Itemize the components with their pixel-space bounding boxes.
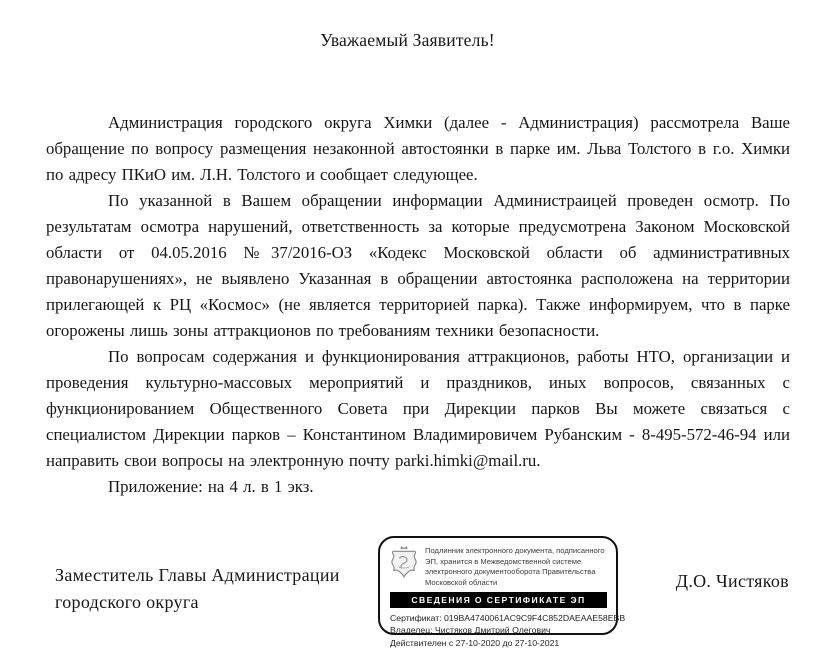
paragraph-inspection-results: По указанной в Вашем обращении информации Администраицей проведен осмотр. По результатам осмотра нарушений, ответственность за которые предусмотрена Законом Московской области от 04.05.2016 №37/2016-ОЗ «Кодекс Московской области об административных правонарушениях», не выявлено Указанная в обращении автостоянка расположена на территории прилегающей к РЦ «Космос» (не является территорией парка). Также информируем, что в парке огорожены лишь зоны аттракционов по требованиям техники безопасности. xyxy=(46,191,790,340)
digital-signature-stamp xyxy=(378,536,626,649)
letter-salutation: Уважаемый Заявитель! xyxy=(320,30,495,50)
stamp-certificate-bar-title: СВЕДЕНИЯ О СЕРТИФИКАТЕ ЭП xyxy=(390,592,607,608)
stamp-certificate-details xyxy=(390,612,626,650)
signer-name: Д.О. Чистяков xyxy=(675,571,789,591)
paragraph-attachment: Приложение: на 4 л. в 1 экз. xyxy=(108,477,314,496)
stamp-header-row xyxy=(390,544,607,588)
stamp-certificate-validity: Действителен с 27-10-2020 до 27-10-2021 xyxy=(390,638,560,649)
signer-position: Заместитель Главы Администрации городского округа xyxy=(55,565,340,612)
paragraph-intro: Администрация городского округа Химки (далее - Администрация) рассмотрела Ваше обращение по вопросу размещения незаконной автостоянки в парке им. Льва Толстого в г.о. Химки по адресу ПКиО им. Л.Н. Толстого и сообщает следующее. xyxy=(46,113,790,184)
paragraph-contacts: По вопросам содержания и функционирования аттракционов, работы НТО, организации и проведения культурно-массовых мероприятий и праздников, иных вопросов, связанных с функционированием Общественного Совета при Дирекции парков Вы можете связаться с специалистом Дирекции парков – Константином Владимировичем Рубанским - 8-495-572-46-94 или направить свои вопросы на электронную почту parki.himki@mail.ru. xyxy=(46,347,790,470)
stamp-authenticity-text: Подлинник электронного документа, подписанного ЭП, хранится в Межведомственной системе электронного документооборота Правительства Московской области xyxy=(425,546,605,587)
stamp-certificate-owner: Владелец: Чистяков Дмитрий Олегович xyxy=(390,625,551,636)
stamp-certificate-number: Сертификат: 019BA4740061AC9C9F4C852DAEAAE58EBB xyxy=(390,612,626,623)
letter-body xyxy=(46,110,790,500)
moscow-oblast-coat-of-arms-icon xyxy=(390,545,418,584)
